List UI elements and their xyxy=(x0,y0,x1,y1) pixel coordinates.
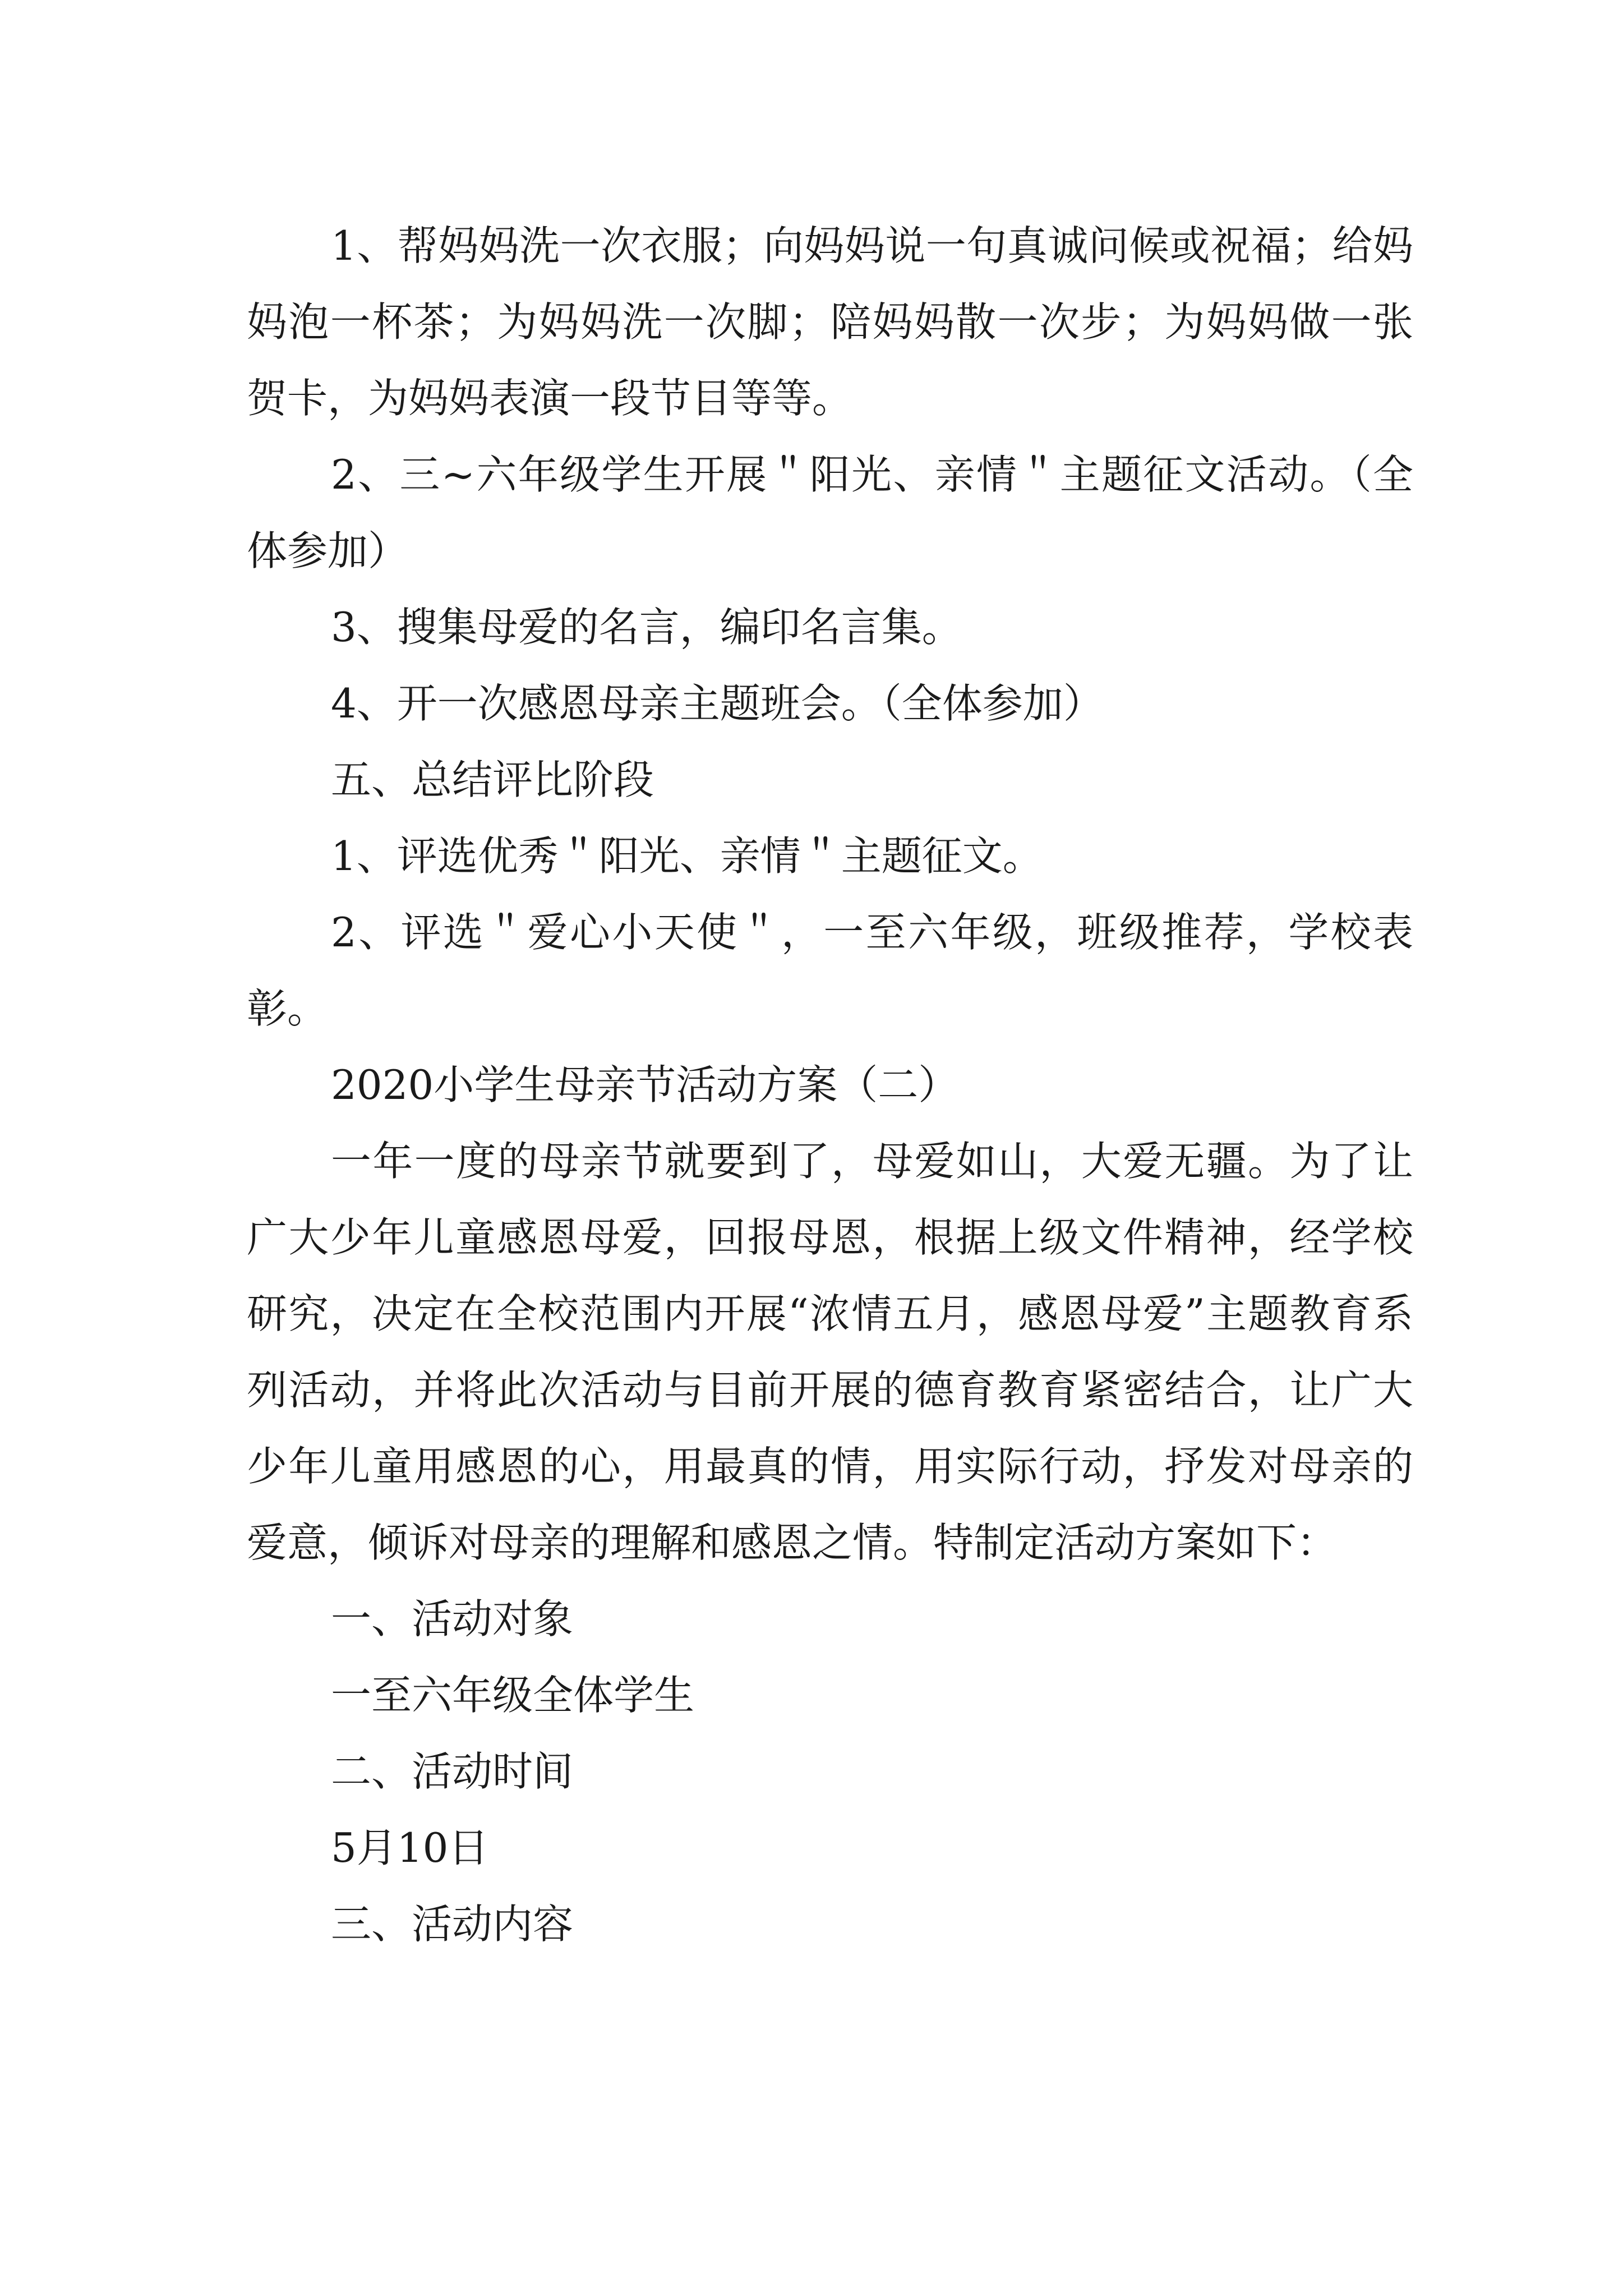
intro-paragraph: 一年一度的母亲节就要到了，母爱如山，大爱无疆。为了让广大少年儿童感恩母爱，回报母恩，根据上级文件精神，经学校研究，决定在全校范围内开展“浓情五月，感恩母爱”主题教育系列活动，并将此次活动与目前开展的德育教育紧密结合，让广大少年儿童用感恩的心，用最真的情，用实际行动，抒发对母亲的爱意，倾诉对母亲的理解和感恩之情。特制定活动方案如下： xyxy=(247,1138,1413,1566)
time-text: 5月10日 xyxy=(331,1824,489,1871)
activity-item-4: 4、开一次感恩母亲主题班会。（全体参加） xyxy=(331,680,1104,727)
section-heading-time: 二、活动时间 xyxy=(331,1748,574,1795)
plan-title: 2020小学生母亲节活动方案（二） xyxy=(331,1061,959,1108)
summary-item-2: 2、评选＂爱心小天使＂，一至六年级，班级推荐，学校表彰。 xyxy=(247,909,1413,1032)
activity-item-2: 2、三~六年级学生开展＂阳光、亲情＂主题征文活动。（全体参加） xyxy=(247,451,1413,574)
section-heading-content: 三、活动内容 xyxy=(331,1901,574,1948)
section-heading-summary: 五、总结评比阶段 xyxy=(331,756,654,803)
summary-item-1: 1、评选优秀＂阳光、亲情＂主题征文。 xyxy=(331,832,1043,880)
target-text: 一至六年级全体学生 xyxy=(331,1672,695,1719)
activity-item-3: 3、搜集母爱的名言，编印名言集。 xyxy=(331,604,962,651)
activity-item-1: 1、帮妈妈洗一次衣服；向妈妈说一句真诚问候或祝福；给妈妈泡一杯茶；为妈妈洗一次脚；陪妈妈散一次步；为妈妈做一张贺卡，为妈妈表演一段节目等等。 xyxy=(247,222,1413,422)
section-heading-target: 一、活动对象 xyxy=(331,1595,574,1642)
document-body xyxy=(247,208,1413,1962)
